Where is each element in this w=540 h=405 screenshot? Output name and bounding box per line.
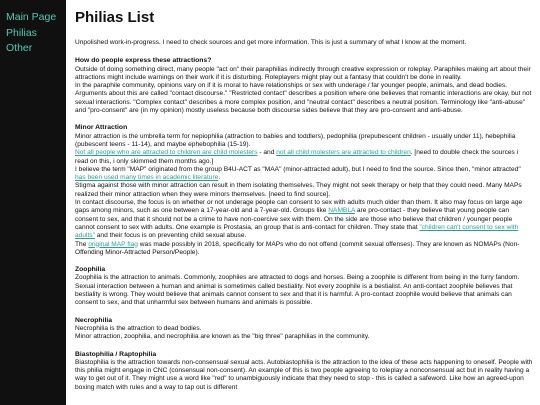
nav-link-philias[interactable]: Philias [6,26,37,39]
paragraph: In the paraphile community, opinions vary on if it is moral to have relationships or sex with underage / far younger people, animals, and dead bodies. Arguments about this are called "contact discourse." "Restricted contact" describes a position where one believes that romantic interactions are okay, but not sexual interactions. "Complex contact" describes a more complex position, and "neutral contact" describes a neutral position. Terminology like "anti-abuse" and "pro-consent" are (in my opinion) mostly useless because both discourse sides believe that they are pro-consent and anti-abuse. [75,82,532,115]
main-content [75,0,533,405]
nav-link-main-page[interactable]: Main Page [6,11,57,23]
text-span: - and [257,149,277,157]
section-minor-attraction [75,124,533,257]
paragraph [75,199,533,240]
paragraph: Minor attraction, zoophilia, and necrophilia are known as the "big three" paraphilias in the community. [75,333,370,341]
paragraph: Biastophilia is the attraction towards non-consensual sexual acts. Autobiastophilia is the attraction to the idea of these acts happening to oneself. People with this philia might engage in CNC (consensual non-consent). An example of this is two people agreeing to roleplay a nonconsensual act but in reality having a way to get out of it. They might use a word like "red" to unambiguously indicate that they need to stop - this is called a safeword. Like how an agreed-upon boxing match with rules and a way to tap out is different [75,358,533,391]
link-nambla[interactable]: NAMBLA [328,207,356,215]
section-zoophilia [75,266,533,307]
text-span: . [need to double check the sources i read on this, i only skimmed them months ago.] [75,149,519,165]
link-academic-literature[interactable]: has been used many times in academic literature [75,174,219,182]
sidebar-nav [0,0,66,405]
section-necrophilia [75,317,533,342]
section-heading-biastophilia: Biastophilia / Raptophilia [75,350,157,358]
paragraph: Sexual interaction between a human and animal is sometimes called bestiality. Not every zoophile is a bestialist. An anti-contact zoophile believes that bestiality is wrong. They would believe that animals cannot consent to sex and that it is harmful. A pro-contact zoophile would believe that animals can consent to sex, and that unharmful sex between humans and animals is possible. [75,282,513,307]
text-span: In contact discourse, the focus is on whether or not underage people can consent to sex with adults much older than them. It also may focus on large age gaps among minors, such as one between a 17-year-old and a 7-year-old. Groups like [75,199,523,215]
link-children-cant-consent[interactable]: "children can't consent to sex with adults" [75,223,519,240]
link-not-all-attracted-are-molesters[interactable]: Not all people who are attracted to children are child molesters [75,149,258,157]
text-span: . [218,174,221,182]
paragraph: Minor attraction is the umbrella term for nepiophilia (attraction to babies and toddlers), pedophilia (prepubescent children - usually under 11), hebephilia (pubescent teens - 11-14), and maybe ephebophilia (15-19). [75,132,516,148]
paragraph: Outside of doing something direct, many people "act on" their paraphilias indirectly through creative expression or roleplay. Paraphiles making art about their attractions might include warnings on their work if it is disturbing. Roleplayers might play out a fantasy that couldn't be done in reality. [75,65,531,81]
section-biastophilia [75,351,533,392]
text-span: was made possibly in 2018, specifically for MAPs who do not offend (commit sexual offenses). They are known as NOMAPs (Non-Offending Minor-Attracted Person/People). [75,240,520,256]
paragraph [75,166,533,183]
section-expression [75,57,533,115]
section-heading-necrophilia: Necrophilia [75,316,113,324]
link-not-all-molesters-attracted[interactable]: not all child molesters are attracted to children [276,149,411,157]
text-span: and their focus is on preventing child sexual abuse. [94,232,247,240]
paragraph [75,149,533,166]
section-heading-expression: How do people express these attractions? [75,57,212,65]
paragraph: Zoophilia is the attraction to animals. Commonly, zoophiles are attracted to dogs and horses. Being a zoophile is different from being in the furry fandom. [75,274,520,282]
link-original-map-flag[interactable]: original MAP flag [88,240,138,248]
text-span: The [75,240,89,248]
intro-paragraph: Unpolished work-in-progress. I need to check sources and get more information. This is just a summary of what I know at the moment. [75,39,467,46]
section-heading-zoophilia: Zoophilia [75,266,106,274]
paragraph: Necrophilia is the attraction to dead bodies. [75,324,202,332]
paragraph: Stigma against those with minor attraction can result in them isolating themselves. They might not seek therapy or help that they could need. Many MAPs realized their minor attraction when they were minors themselves. [need to find source]. [75,182,522,198]
nav-link-other[interactable]: Other [6,42,33,54]
page-title: Philias List [75,9,155,26]
section-heading-minor-attraction: Minor Attraction [75,124,128,132]
text-span: are pro-contact - they believe that young people can consent to sex, and that it should not be a crime to have non-coercive sex with them. On the side are those who believe that children / younger people cannot consent to sex with adults. One example is Prostasia, an group that is anti-contact for children. They state that [75,207,513,231]
text-span: I believe the term "MAP" originated from the group B4U-ACT as "MAA" (minor-attracted adult), but I need to find the source. Since then, "minor attracted" [75,165,521,173]
paragraph [75,241,533,258]
